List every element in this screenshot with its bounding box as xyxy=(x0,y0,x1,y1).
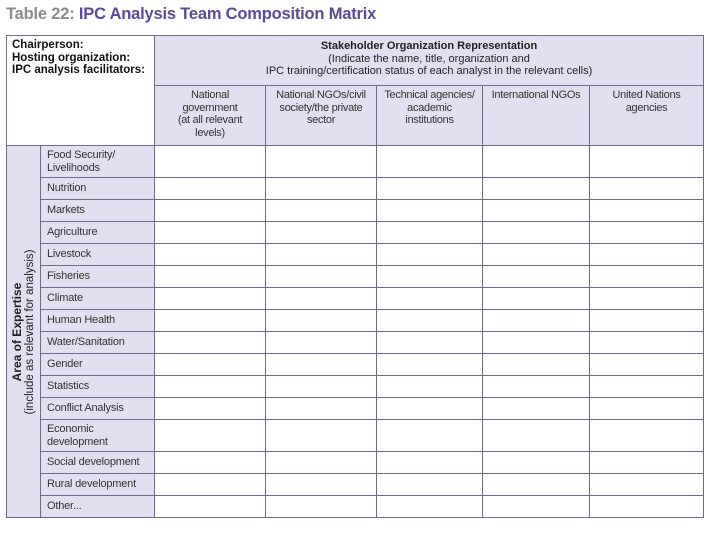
entry-cell[interactable] xyxy=(483,200,590,222)
area-of-expertise-cell xyxy=(7,146,41,518)
entry-cell[interactable] xyxy=(590,266,704,288)
stakeholder-title: Stakeholder Organization Representation xyxy=(320,40,538,52)
row-label-line: Other... xyxy=(47,500,82,513)
entry-cell[interactable] xyxy=(266,420,377,452)
entry-cell[interactable] xyxy=(155,266,266,288)
entry-cell[interactable] xyxy=(377,452,483,474)
entry-cell[interactable] xyxy=(266,376,377,398)
entry-cell[interactable] xyxy=(266,222,377,244)
entry-cell[interactable] xyxy=(155,376,266,398)
entry-cell[interactable] xyxy=(483,146,590,178)
entry-cell[interactable] xyxy=(377,376,483,398)
entry-cell[interactable] xyxy=(590,420,704,452)
entry-cell[interactable] xyxy=(266,332,377,354)
row-label-line: Water/Sanitation xyxy=(47,336,125,349)
entry-cell[interactable] xyxy=(590,288,704,310)
entry-cell[interactable] xyxy=(155,354,266,376)
row-label xyxy=(41,146,155,178)
entry-cell[interactable] xyxy=(266,288,377,310)
row-label xyxy=(41,288,155,310)
entry-cell[interactable] xyxy=(377,266,483,288)
row-label-line: development xyxy=(47,435,108,448)
row-label xyxy=(41,178,155,200)
entry-cell[interactable] xyxy=(377,354,483,376)
table-row xyxy=(7,474,704,496)
column-header-line: government xyxy=(182,101,238,114)
table-row xyxy=(7,332,704,354)
table-row xyxy=(7,496,704,518)
row-label xyxy=(41,452,155,474)
entry-cell[interactable] xyxy=(590,222,704,244)
area-of-expertise-subtitle: (include as relevant for analysis) xyxy=(23,249,36,414)
row-label-line: Economic xyxy=(47,423,94,435)
entry-cell[interactable] xyxy=(483,310,590,332)
entry-cell[interactable] xyxy=(590,200,704,222)
table-row xyxy=(7,354,704,376)
table-row xyxy=(7,376,704,398)
column-header-line: society/the private xyxy=(279,101,363,114)
entry-cell[interactable] xyxy=(377,244,483,266)
entry-cell[interactable] xyxy=(155,200,266,222)
row-label xyxy=(41,332,155,354)
entry-cell[interactable] xyxy=(483,496,590,518)
column-header-line: sector xyxy=(306,114,336,126)
entry-cell[interactable] xyxy=(155,332,266,354)
entry-cell[interactable] xyxy=(155,146,266,178)
entry-cell[interactable] xyxy=(266,496,377,518)
entry-cell[interactable] xyxy=(155,288,266,310)
entry-cell[interactable] xyxy=(266,354,377,376)
row-label xyxy=(41,474,155,496)
entry-cell[interactable] xyxy=(377,474,483,496)
row-label xyxy=(41,200,155,222)
row-label-line: Climate xyxy=(47,292,83,305)
row-label xyxy=(41,398,155,420)
table-name: IPC Analysis Team Composition Matrix xyxy=(78,5,377,23)
facilitators-label: IPC analysis facilitators: xyxy=(12,64,145,76)
column-header-line: National NGOs/civil xyxy=(276,89,366,101)
entry-cell[interactable] xyxy=(590,310,704,332)
area-of-expertise-title: Area of Expertise xyxy=(9,282,24,381)
entry-cell[interactable] xyxy=(483,288,590,310)
row-label-line: Rural development xyxy=(47,478,136,491)
entry-cell[interactable] xyxy=(377,222,483,244)
stakeholder-header xyxy=(155,36,704,86)
table-title xyxy=(6,5,376,24)
column-header-line: (at all relevant xyxy=(177,114,243,126)
table-row xyxy=(7,310,704,332)
entry-cell[interactable] xyxy=(483,332,590,354)
column-header xyxy=(266,86,377,146)
entry-cell[interactable] xyxy=(155,420,266,452)
row-label-line: Markets xyxy=(47,204,85,217)
entry-cell[interactable] xyxy=(377,398,483,420)
entry-cell[interactable] xyxy=(483,452,590,474)
area-of-expertise-label xyxy=(11,249,37,414)
entry-cell[interactable] xyxy=(483,244,590,266)
table-row xyxy=(7,200,704,222)
column-header-line: agencies xyxy=(625,101,668,114)
row-label-line: Social development xyxy=(47,456,140,469)
entry-cell[interactable] xyxy=(155,178,266,200)
row-label-line: Fisheries xyxy=(47,270,90,283)
column-header-line: levels) xyxy=(195,126,225,139)
entry-cell[interactable] xyxy=(377,288,483,310)
entry-cell[interactable] xyxy=(483,474,590,496)
stakeholder-note-line-1: (Indicate the name, title, organization and xyxy=(328,52,530,65)
row-label xyxy=(41,222,155,244)
entry-cell[interactable] xyxy=(266,474,377,496)
entry-cell[interactable] xyxy=(483,354,590,376)
table-row xyxy=(7,452,704,474)
row-label-line: Livestock xyxy=(47,248,92,261)
row-label xyxy=(41,420,155,452)
row-label-line: Conflict Analysis xyxy=(47,402,124,415)
entry-cell[interactable] xyxy=(590,376,704,398)
row-label-line: Food Security/ xyxy=(47,149,116,161)
row-label xyxy=(41,376,155,398)
row-label xyxy=(41,496,155,518)
entry-cell[interactable] xyxy=(483,266,590,288)
entry-cell[interactable] xyxy=(590,496,704,518)
entry-cell[interactable] xyxy=(590,178,704,200)
entry-cell[interactable] xyxy=(377,178,483,200)
column-header-line: National xyxy=(191,89,229,101)
entry-cell[interactable] xyxy=(377,146,483,178)
entry-cell[interactable] xyxy=(483,376,590,398)
entry-cell[interactable] xyxy=(155,310,266,332)
entry-cell[interactable] xyxy=(377,420,483,452)
entry-cell[interactable] xyxy=(266,452,377,474)
entry-cell[interactable] xyxy=(155,474,266,496)
entry-cell[interactable] xyxy=(266,200,377,222)
table-row xyxy=(7,146,704,178)
hosting-organization-label: Hosting organization: xyxy=(12,51,131,64)
column-header xyxy=(590,86,704,146)
table-number: Table 22: xyxy=(6,5,79,23)
header-info-cell xyxy=(7,36,155,146)
column-header xyxy=(155,86,266,146)
entry-cell[interactable] xyxy=(266,310,377,332)
entry-cell[interactable] xyxy=(483,178,590,200)
entry-cell[interactable] xyxy=(590,332,704,354)
column-header-line: academic xyxy=(407,101,452,114)
entry-cell[interactable] xyxy=(590,452,704,474)
row-label xyxy=(41,354,155,376)
stakeholder-note-line-2: IPC training/certification status of each analyst in the relevant cells) xyxy=(265,65,593,77)
entry-cell[interactable] xyxy=(377,200,483,222)
entry-cell[interactable] xyxy=(377,332,483,354)
entry-cell[interactable] xyxy=(590,398,704,420)
table-row xyxy=(7,244,704,266)
column-header-line: International NGOs xyxy=(491,89,581,101)
row-label-line: Livelihoods xyxy=(47,161,100,174)
column-header xyxy=(483,86,590,146)
table-row xyxy=(7,178,704,200)
entry-cell[interactable] xyxy=(266,266,377,288)
entry-cell[interactable] xyxy=(155,244,266,266)
entry-cell[interactable] xyxy=(377,310,483,332)
column-header xyxy=(377,86,483,146)
entry-cell[interactable] xyxy=(590,474,704,496)
entry-cell[interactable] xyxy=(590,354,704,376)
table-row xyxy=(7,398,704,420)
entry-cell[interactable] xyxy=(155,496,266,518)
row-label-line: Gender xyxy=(47,358,83,371)
row-label-line: Human Health xyxy=(47,314,115,327)
table-row xyxy=(7,288,704,310)
entry-cell[interactable] xyxy=(483,222,590,244)
entry-cell[interactable] xyxy=(155,452,266,474)
table-row xyxy=(7,266,704,288)
row-label-line: Agriculture xyxy=(47,226,98,239)
entry-cell[interactable] xyxy=(377,496,483,518)
entry-cell[interactable] xyxy=(483,420,590,452)
row-label xyxy=(41,244,155,266)
column-header-line: Technical agencies/ xyxy=(384,89,475,101)
row-label-line: Nutrition xyxy=(47,182,87,195)
row-label xyxy=(41,266,155,288)
column-header-line: institutions xyxy=(405,114,454,126)
column-header-line: United Nations xyxy=(612,89,681,101)
entry-cell[interactable] xyxy=(266,178,377,200)
entry-cell[interactable] xyxy=(155,398,266,420)
entry-cell[interactable] xyxy=(590,244,704,266)
entry-cell[interactable] xyxy=(155,222,266,244)
chairperson-label: Chairperson: xyxy=(12,39,84,51)
table-row xyxy=(7,420,704,452)
entry-cell[interactable] xyxy=(266,146,377,178)
row-label-line: Statistics xyxy=(47,380,90,393)
entry-cell[interactable] xyxy=(483,398,590,420)
row-label xyxy=(41,310,155,332)
entry-cell[interactable] xyxy=(266,398,377,420)
table-row xyxy=(7,222,704,244)
entry-cell[interactable] xyxy=(590,146,704,178)
entry-cell[interactable] xyxy=(266,244,377,266)
composition-matrix xyxy=(6,35,704,518)
